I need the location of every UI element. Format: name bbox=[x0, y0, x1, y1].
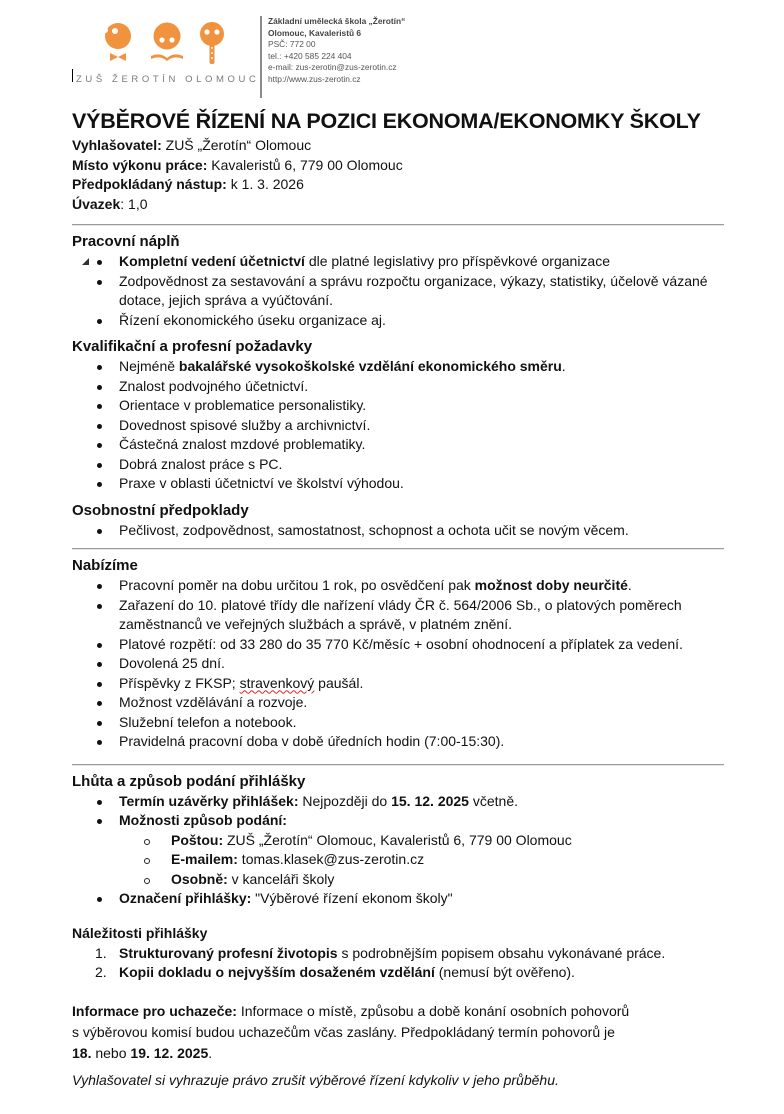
address-postcode: PSČ: 772 00 bbox=[268, 39, 316, 50]
school-logo bbox=[72, 6, 262, 96]
meta-value: : 1,0 bbox=[120, 195, 148, 212]
item-text: dotace, jejich správa a vyúčtování. bbox=[119, 292, 334, 308]
list-item bbox=[72, 396, 724, 416]
numbered-item bbox=[72, 944, 724, 964]
list-item bbox=[72, 435, 724, 455]
item-text: Dobrá znalost práce s PC. bbox=[119, 455, 283, 472]
list-item bbox=[72, 674, 724, 694]
item-text: Nejméně bbox=[119, 358, 179, 374]
section-title-requirements: Náležitosti přihlášky bbox=[72, 924, 208, 941]
item-text: ZUŠ „Žerotín“ Olomouc, Kavaleristů 6, 779 00 Olomouc bbox=[223, 831, 572, 848]
text-cursor bbox=[72, 69, 73, 82]
meta-value: ZUŠ „Žerotín“ Olomouc bbox=[161, 137, 312, 153]
list-item bbox=[72, 252, 724, 272]
item-text: Nejpozději do bbox=[298, 792, 392, 809]
item-text: Znalost podvojného účetnictví. bbox=[119, 377, 309, 394]
section-title-qualifications: Kvalifikační a profesní požadavky bbox=[72, 338, 313, 355]
item-bold: bakalářské vysokoškolské vzdělání ekonomického směru bbox=[178, 358, 562, 374]
list-item bbox=[72, 416, 724, 436]
item-bold: E-mailem: bbox=[171, 851, 238, 867]
info-text: . bbox=[208, 1044, 213, 1061]
list-item bbox=[72, 311, 724, 331]
document-body bbox=[72, 106, 724, 1091]
address-website[interactable]: http://www.zus-zerotin.cz bbox=[268, 73, 361, 84]
disclaimer: Vyhlašovatel si vyhrazuje právo zrušit výběrové řízení kdykoliv v jeho průběhu. bbox=[72, 1071, 559, 1088]
list-item bbox=[72, 693, 724, 713]
meta-start-date bbox=[72, 175, 724, 195]
section-title-deadline: Lhůta a způsob podání přihlášky bbox=[72, 772, 306, 790]
logo-wordmark: ZUŠ ŽEROTÍN OLOMOUC bbox=[76, 74, 260, 85]
list-item bbox=[72, 889, 724, 909]
submission-methods-list bbox=[119, 831, 724, 890]
contact-email[interactable]: tomas.klasek@zus-zerotin.cz bbox=[237, 851, 425, 867]
item-text: zaměstnanců ve veřejných službách a správě, v platném znění. bbox=[119, 616, 512, 632]
item-number: 2. bbox=[95, 964, 107, 980]
interview-date: 19. 12. 2025 bbox=[130, 1044, 209, 1061]
section-title-job-duties: Pracovní náplň bbox=[72, 233, 180, 250]
item-bold: Osobně: bbox=[171, 870, 228, 887]
item-text: s podrobnějším popisem obsahu vykonávané práce. bbox=[337, 944, 666, 961]
item-text: Pečlivost, zodpovědnost, samostatnost, schopnost a ochota učit se novým věcem. bbox=[119, 521, 629, 538]
item-bold: Kopii dokladu o nejvyšším dosaženém vzdělání bbox=[119, 964, 435, 980]
item-text: Příspěvky z FKSP; bbox=[119, 674, 240, 691]
item-text: Částečná znalost mzdové problematiky. bbox=[119, 436, 366, 452]
requirements-list bbox=[72, 944, 724, 983]
item-text: Zodpovědnost za sestavování a správu rozpočtu organizace, výkazy, statistiky, účelově vázané bbox=[119, 272, 708, 289]
meta-value: Kavaleristů 6, 779 00 Olomouc bbox=[207, 156, 403, 173]
item-text: Řízení ekonomického úseku organizace aj. bbox=[119, 311, 386, 328]
item-number: 1. bbox=[95, 944, 107, 961]
address-email[interactable]: e-mail: zus-zerotin@zus-zerotin.cz bbox=[268, 62, 397, 73]
meta-label: Vyhlašovatel: bbox=[72, 137, 162, 153]
address-line: Olomouc, Kavaleristů 6 bbox=[268, 27, 362, 38]
sub-list-item bbox=[119, 850, 724, 870]
item-text: dle platné legislativy pro příspěvkové organizace bbox=[304, 253, 610, 269]
list-item bbox=[72, 713, 724, 733]
item-text: Pracovní poměr na dobu určitou 1 rok, po osvědčení pak bbox=[119, 577, 475, 593]
item-text: (nemusí být ověřeno). bbox=[434, 964, 575, 980]
list-item bbox=[72, 521, 724, 541]
item-text: paušál. bbox=[314, 674, 364, 691]
list-item bbox=[72, 792, 724, 812]
item-bold: Termín uzávěrky přihlášek: bbox=[119, 792, 299, 809]
sub-list-item bbox=[119, 870, 724, 890]
list-item bbox=[72, 474, 724, 494]
item-text: Zařazení do 10. platové třídy dle nařízení vlády ČR č. 564/2006 Sb., o platových poměrech bbox=[119, 596, 682, 613]
item-bold: možnost doby neurčité bbox=[474, 577, 628, 593]
page-title: VÝBĚROVÉ ŘÍZENÍ NA POZICI EKONOMA/EKONOMKY ŠKOLY bbox=[72, 109, 701, 133]
info-text: s výběrovou komisí budou uchazečům včas zaslány. Předpokládaný termín pohovorů je bbox=[72, 1023, 615, 1040]
item-text: Možnost vzdělávání a rozvoje. bbox=[119, 694, 308, 710]
item-text: Praxe v oblasti účetnictví ve školství výhodou. bbox=[119, 475, 404, 491]
item-text: Dovolená 25 dní. bbox=[119, 655, 225, 671]
address-divider bbox=[260, 16, 262, 98]
logo-faces-icon bbox=[72, 6, 262, 76]
list-item bbox=[72, 811, 724, 889]
item-text: Dovednost spisové služby a archivnictví. bbox=[119, 416, 371, 433]
section-title-personal-qualities: Osobnostní předpoklady bbox=[72, 501, 249, 519]
item-bold: Poštou: bbox=[171, 831, 224, 848]
item-bold: Možnosti způsob podání: bbox=[119, 812, 287, 828]
collapse-triangle-icon[interactable] bbox=[82, 258, 89, 265]
meta-workplace bbox=[72, 156, 724, 176]
address-line: Základní umělecká škola „Žerotín“ bbox=[268, 16, 406, 26]
address-phone: tel.: +420 585 224 404 bbox=[268, 50, 352, 61]
section-title-we-offer: Nabízíme bbox=[72, 557, 138, 574]
meta-workload bbox=[72, 195, 724, 215]
meta-label: Místo výkonu práce: bbox=[72, 156, 208, 173]
item-text: . bbox=[627, 577, 632, 593]
info-label: Informace pro uchazeče: bbox=[72, 1002, 237, 1019]
deadline-date: 15. 12. 2025 bbox=[391, 792, 469, 809]
school-address bbox=[268, 16, 405, 86]
list-item bbox=[72, 732, 724, 752]
item-text: Platové rozpětí: od 33 280 do 35 770 Kč/měsíc + osobní ohodnocení a příplatek za vedení. bbox=[119, 635, 683, 652]
list-item bbox=[72, 455, 724, 475]
list-item bbox=[72, 635, 724, 655]
item-bold: Kompletní vedení účetnictví bbox=[119, 253, 305, 269]
item-text: "Výběrové řízení ekonom školy" bbox=[251, 890, 453, 906]
deadline-list bbox=[72, 792, 724, 909]
qualifications-list bbox=[72, 357, 724, 494]
item-bold: Označení přihlášky: bbox=[119, 890, 252, 906]
spelling-error-word[interactable]: stravenkový bbox=[239, 674, 315, 691]
list-item bbox=[72, 654, 724, 674]
item-text: v kanceláři školy bbox=[227, 870, 335, 887]
list-item bbox=[72, 272, 724, 311]
info-text: Informace o místě, způsobu a době konání osobních pohovorů bbox=[236, 1002, 630, 1019]
list-item bbox=[72, 357, 724, 377]
item-text: Pravidelná pracovní doba v době úředních hodin (7:00-15:30). bbox=[119, 733, 505, 749]
meta-value: k 1. 3. 2026 bbox=[226, 176, 304, 192]
list-item bbox=[72, 596, 724, 635]
job-duties-list bbox=[72, 252, 724, 330]
list-item bbox=[72, 377, 724, 397]
candidate-info-paragraph bbox=[72, 1001, 724, 1064]
meta-label: Předpokládaný nástup: bbox=[72, 176, 227, 192]
numbered-item bbox=[72, 963, 724, 983]
item-text: . bbox=[561, 358, 566, 374]
letterhead bbox=[72, 6, 492, 96]
meta-announcer bbox=[72, 136, 724, 156]
meta-label: Úvazek bbox=[72, 195, 121, 212]
interview-date: 18. bbox=[72, 1044, 92, 1061]
item-bold: Strukturovaný profesní životopis bbox=[119, 944, 338, 961]
item-text: včetně. bbox=[468, 792, 518, 809]
item-text: Služební telefon a notebook. bbox=[119, 713, 297, 730]
personal-qualities-list bbox=[72, 521, 724, 541]
info-text: nebo bbox=[91, 1044, 131, 1061]
sub-list-item bbox=[119, 831, 724, 851]
we-offer-list bbox=[72, 576, 724, 752]
item-text: Orientace v problematice personalistiky. bbox=[119, 397, 367, 413]
list-item bbox=[72, 576, 724, 596]
